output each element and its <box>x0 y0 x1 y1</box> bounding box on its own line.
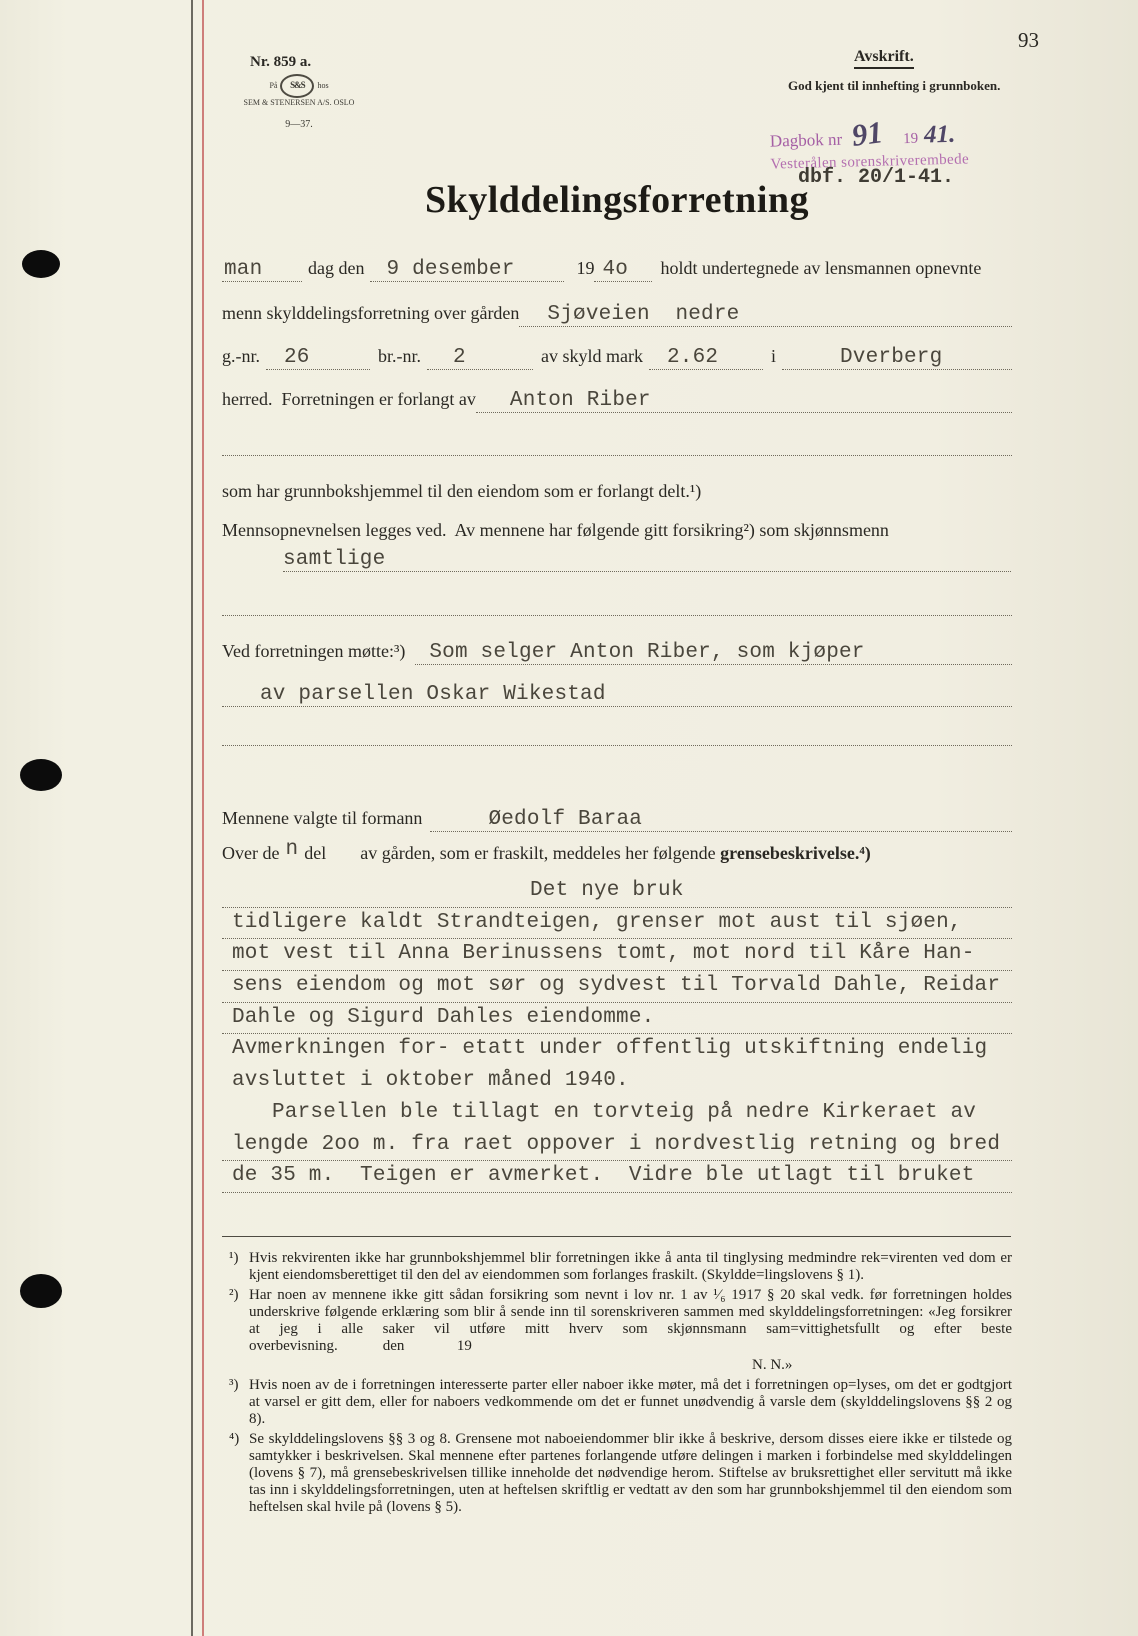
printed-label: g.-nr. <box>222 346 260 366</box>
printer-text: hos <box>317 81 329 90</box>
description-line: sens eiendom og mot sør og sydvest til Torvald Dahle, Reidar <box>222 971 1012 1003</box>
description-line: mot vest til Anna Berinussens tomt, mot nord til Kåre Han- <box>222 939 1012 971</box>
description-line: Det nye bruk <box>222 876 1012 908</box>
description-line: de 35 m. Teigen er avmerket. Vidre ble utlagt til bruket <box>222 1161 1012 1193</box>
printed-label: Over de <box>222 843 280 863</box>
page-number: 93 <box>1018 28 1039 52</box>
document-title: Skylddelingsforretning <box>424 179 810 221</box>
form-row-farm <box>222 303 1012 327</box>
form-row-forsikring <box>283 548 1011 572</box>
printer-imprint <box>224 74 374 130</box>
stamp-number-handwritten: 91 <box>849 114 886 153</box>
description-line: tidligere kaldt Strandteigen, grenser mot aust til sjøen, <box>222 908 1012 940</box>
punch-hole <box>20 759 62 791</box>
printed-label: menn skylddelingsforretning over gården <box>222 303 520 323</box>
printed-sentence: som har grunnbokshjemmel til den eiendom som er forlangt delt.¹) <box>222 481 702 501</box>
printed-sentence: Mennsopnevnelsen legges ved. Av mennene har følgende gitt forsikring²) som skjønnsmenn <box>222 520 889 540</box>
footnote <box>222 1431 1012 1516</box>
dotted-line <box>415 641 1012 665</box>
typed-skyld-mark: 2.62 <box>649 346 763 370</box>
form-row-mott <box>222 641 1012 665</box>
stamp-year-handwritten: 41. <box>923 120 956 149</box>
typed-farm-name: Sjøveien nedre <box>547 303 740 326</box>
typed-brnr: 2 <box>427 346 533 370</box>
journal-entry-typed: dbf. 20/1-41. <box>798 166 955 189</box>
typed-day-prefix: man <box>222 258 302 282</box>
form-row-requester <box>222 389 1012 413</box>
dotted-line <box>222 745 1012 746</box>
dotted-line <box>476 389 1012 413</box>
printer-year: 9—37. <box>285 119 313 130</box>
avskrift-label: Avskrift. <box>854 48 914 69</box>
footnote-text: Hvis noen av de i forretningen interesserte parter eller naboer ikke møter, må det i forretningen op=lyses, om det er godtgjort at varsel er gitt dem, eller for naboers vedkommende om det er funnet unødvendig å varsle dem (skylddelingslovens §§ 2 og 8). <box>249 1377 1012 1427</box>
footnote-text: Har noen av mennene ikke gitt sådan forsikring som nevnt i lov nr. 1 av ¹⁄₆ 1917 § 20 skal vedk. før forretningen holdes underskrive følgende erklæring som blir å sende inn til sorenskriveren sammen med skylddelingsforretningen: «Jeg forsikrer at jeg i alle saker vil utføre mitt hverv som skjønnsmann sam=vittighetsfullt og efter beste overbevisning. den 19 <box>249 1287 1012 1354</box>
printed-label: av skyld mark <box>541 346 643 366</box>
boundary-description <box>222 876 1012 1193</box>
printed-label: dag den <box>308 258 365 278</box>
form-row-hjemmel <box>222 481 1012 502</box>
printed-label: holdt undertegnede av lensmannen opnevnte <box>660 258 982 278</box>
dotted-line <box>222 683 1012 707</box>
stamp-label: Dagbok nr <box>769 129 843 151</box>
typed-del-count: n <box>285 838 299 861</box>
printer-logo-icon <box>280 74 314 98</box>
typed-gnr: 26 <box>266 346 370 370</box>
typed-herred-name: Dverberg <box>840 346 943 369</box>
approval-note: God kjent til innhefting i grunnboken. <box>788 78 1001 93</box>
dotted-line <box>430 808 1012 832</box>
footnotes <box>222 1250 1012 1519</box>
typed-requester-name: Anton Riber <box>509 389 651 412</box>
punch-hole <box>20 1274 62 1308</box>
footnote-text: Hvis rekvirenten ikke har grunnbokshjemmel blir forretningen ikke å anta til tinglysing medmindre rek=virenten ved dom er kjent eiendomsberettiget til den del av eiendommen som forlanges fraskilt. (Skyldde=lingslovens § 1). <box>249 1250 1012 1283</box>
form-row-buyer <box>222 683 1012 707</box>
printed-label: av gården, som er fraskilt, meddeles her følgende <box>360 843 721 863</box>
stamp-year-prefix: 19 <box>902 130 919 148</box>
footnote-text: Se skylddelingslovens §§ 3 og 8. Grensene mot naboeiendommer blir ikke å beskrive, dersom disses eiere ikke er tilstede og samtykker i beskrivelsen. Skal mennene efter partenes forlangende utføre delingen i marken i forbindelse med skylddelingen (lovens § 7), må grensebeskrivelsen tillike inneholde det nødvendige herom. Stiftelse av bruksrettighet eller servitutt må ikke tas inn i skylddelingsforretningen, uten at heftelsen skriftlig er vedtatt av den som har grunnbokshjemmel til den eiendom som heftelsen skal hvile på (lovens § 5). <box>249 1431 1012 1515</box>
printer-name: SEM & STENERSEN A/S. OSLO <box>243 98 355 107</box>
typed-year: 4o <box>594 258 652 282</box>
description-line: lengde 2oo m. fra raet oppover i nordvestlig retning og bred <box>222 1130 1012 1162</box>
footnote-marker: ³) <box>229 1377 239 1393</box>
printed-label: Ved forretningen møtte:³) <box>222 641 406 661</box>
footnote-separator <box>222 1236 1011 1237</box>
form-row-oppnevnelse <box>222 520 1012 541</box>
binding-rule-dark <box>191 0 193 1636</box>
form-row-cadastre <box>222 346 1012 370</box>
description-line: Parsellen ble tillagt en torvteig på nedre Kirkeraet av <box>272 1100 977 1124</box>
typed-parcel-buyer: av parsellen Oskar Wikestad <box>260 683 606 706</box>
footnote <box>222 1250 1012 1284</box>
printed-label: 19 <box>576 258 595 278</box>
dagbok-stamp <box>769 113 969 173</box>
dotted-line <box>222 615 1012 616</box>
form-number: Nr. 859 a. <box>250 54 312 70</box>
office-stamp: Vesterålen sorenskriverembede <box>770 151 970 173</box>
description-line: Avmerkningen for- etatt under offentlig utskiftning endelig <box>232 1037 988 1061</box>
margin-rule-red <box>202 0 204 1636</box>
punch-hole <box>22 250 60 278</box>
printer-text: På <box>269 81 278 90</box>
dotted-line <box>782 346 1012 370</box>
description-line: avsluttet i oktober måned 1940. <box>232 1069 629 1093</box>
printed-label: i <box>770 346 776 366</box>
printed-label: br.-nr. <box>378 346 421 366</box>
printed-label: Mennene valgte til formann <box>222 808 423 828</box>
description-line: Dahle og Sigurd Dahles eiendomme. <box>222 1003 1012 1035</box>
footnote <box>222 1377 1012 1428</box>
typed-samtlige: samtlige <box>283 548 386 571</box>
typed-seller-buyer: Som selger Anton Riber, som kjøper <box>429 641 865 664</box>
typed-formann-name: Øedolf Baraa <box>488 808 643 831</box>
dotted-line <box>519 303 1012 327</box>
typed-date: 9 desember <box>370 258 564 282</box>
dotted-line <box>222 455 1012 456</box>
dagbok-stamp-line <box>769 113 968 154</box>
printed-label: herred. Forretningen er forlangt av <box>222 389 476 409</box>
form-row-date <box>222 258 1012 282</box>
printed-label: del <box>304 843 327 863</box>
printer-imprint-row <box>224 74 374 98</box>
form-row-formann <box>222 808 1012 832</box>
footnote-marker: ¹) <box>229 1250 239 1266</box>
footnote-signature-placeholder: N. N.» <box>752 1357 793 1373</box>
footnote-marker: ²) <box>229 1287 239 1303</box>
printed-label-bold: grensebeskrivelse.⁴) <box>720 843 871 863</box>
footnote-marker: ⁴) <box>229 1431 240 1447</box>
footnote <box>222 1287 1012 1355</box>
form-row-grense-intro <box>222 838 1012 866</box>
